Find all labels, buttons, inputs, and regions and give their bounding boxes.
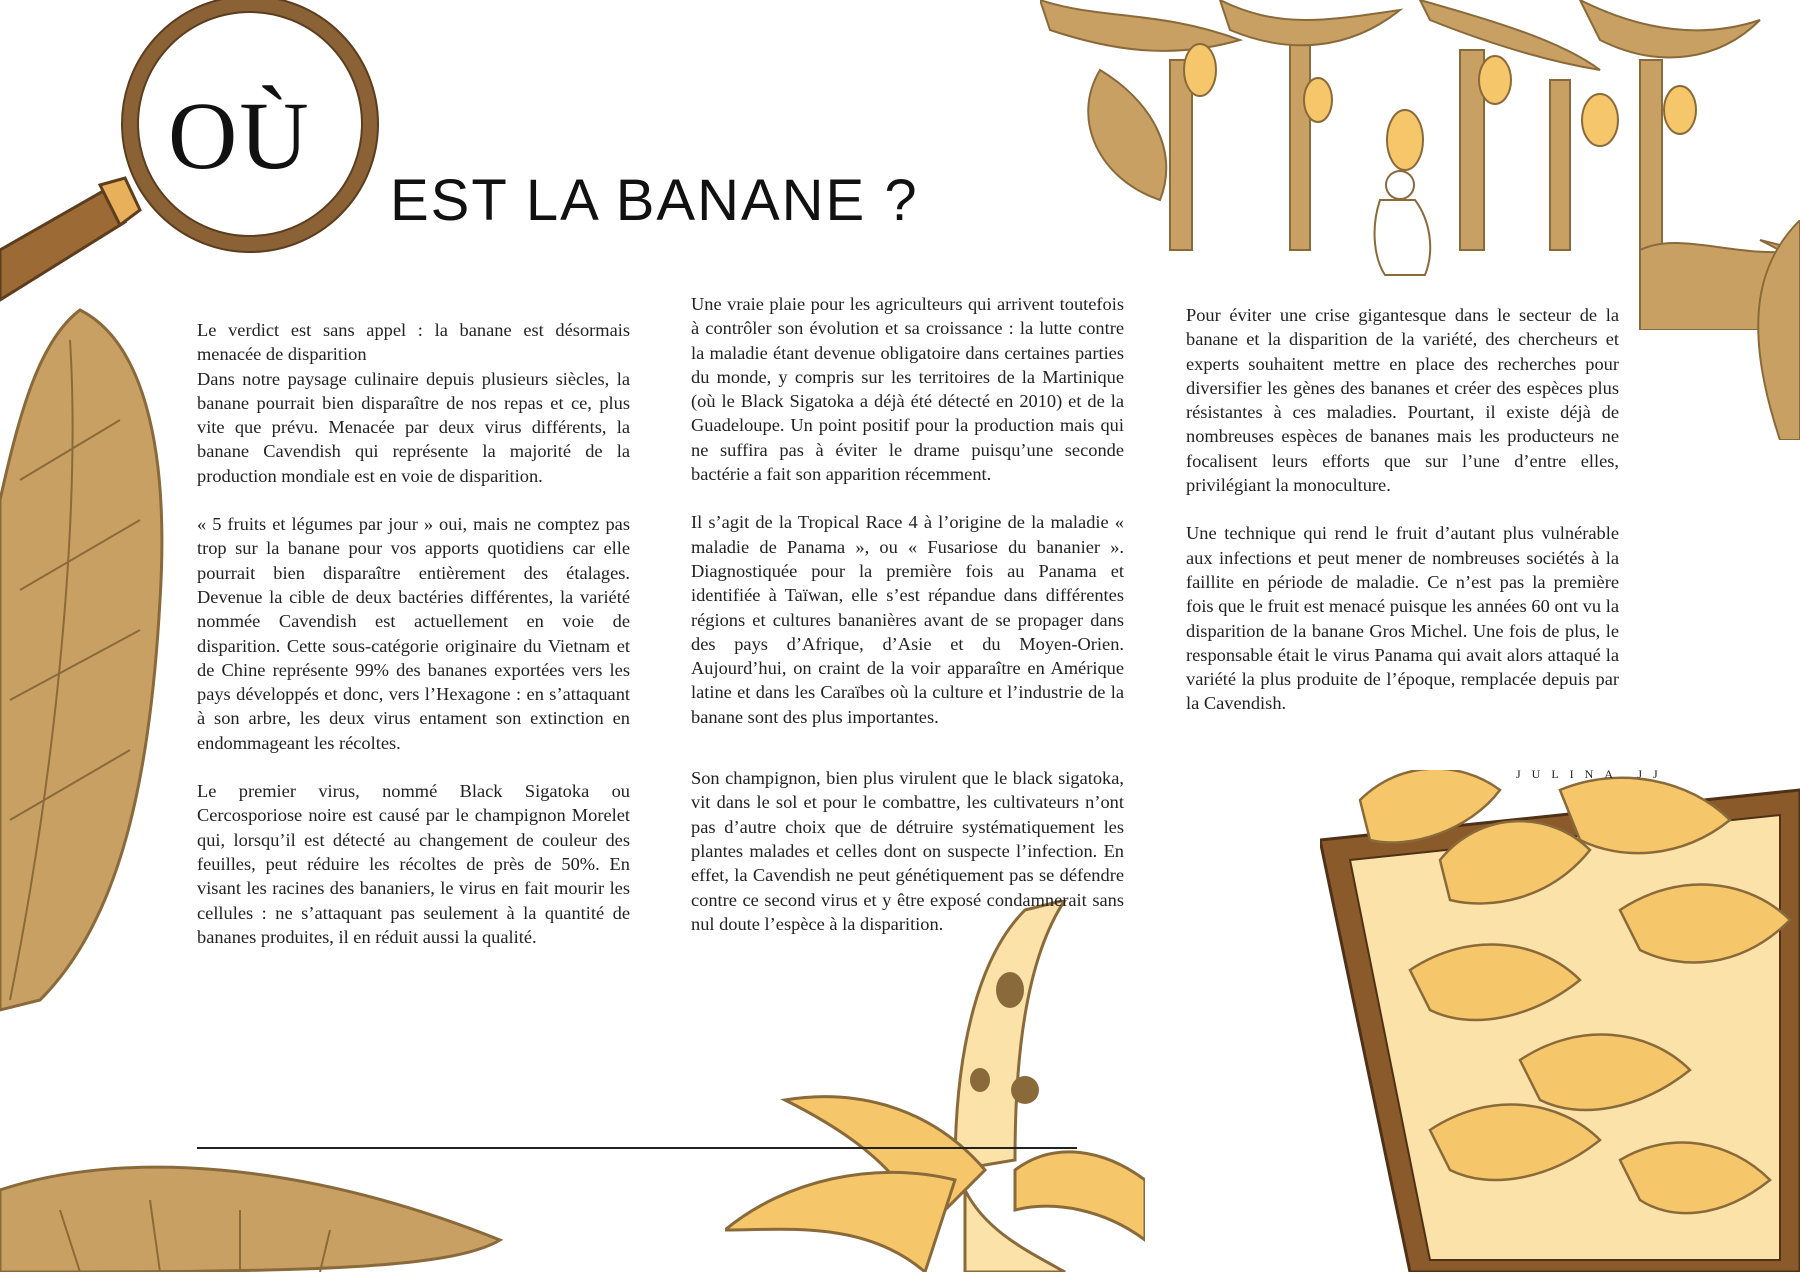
paragraph: Dans notre paysage culinaire depuis plusieurs siècles, la banane pourrait bien disparaître de nos repas et ce, plus vite que prévu. Menacée par deux virus différents, la banane Cavendish qui représente la majorité de la production mondiale est en voie de disparition. — [197, 368, 630, 486]
banana-leaf-left-illustration — [0, 300, 175, 1020]
title-ou: OÙ — [168, 82, 311, 189]
bottom-divider — [197, 1147, 1077, 1149]
author-signature: JULINA JJ — [1516, 767, 1669, 781]
article-column-2 — [691, 292, 1124, 960]
banana-crate-illustration — [1320, 770, 1800, 1272]
paragraph: « 5 fruits et légumes par jour » oui, mais ne comptez pas trop sur la banane pour vos apports quotidiens car elle pourrait bien disparaître entièrement des étalages. Devenue la cible de deux bactéries différentes, la variété nommée Cavendish est actuellement en voie de disparition. Cette sous-catégorie originaire du Vietnam et de Chine représente 99% des bananes exportées vers les pays développés et donc, vers l’Hexagone : en s’attaquant à son arbre, les deux virus entament son extinction en endommageant les récoltes. — [197, 514, 630, 753]
paragraph: Le verdict est sans appel : la banane est désormais menacée de disparition — [197, 320, 630, 365]
paragraph: Son champignon, bien plus virulent que le black sigatoka, vit dans le sol et pour le combattre, les cultivateurs n’ont pas d’autre choix que de détruire systématiquement les plantes malades et celles dont on suspecte l’infection. En effet, la Cavendish ne peut génétiquement pas se défendre contre ce second virus et y être exposé condamnerait sans nul doute l’espèce à la disparition. — [691, 768, 1124, 934]
paragraph: Une vraie plaie pour les agriculteurs qui arrivent toutefois à contrôler son évolution et sa croissance : la lutte contre la maladie étant devenue obligatoire dans certaines parties du monde, y compris sur les territoires de la Martinique (où le Black Sigatoka a déjà été détecté en 2010) et de la Guadeloupe. Un point positif pour la production mais qui ne suffira pas à éviter le drame puisqu’une seconde bactérie a fait son apparition récemment. — [691, 294, 1124, 485]
title-est-la-banane: EST LA BANANE ? — [390, 168, 919, 233]
paragraph: Le premier virus, nommé Black Sigatoka ou Cercosporiose noire est causé par le champignon Morelet qui, lorsqu’il est détecté au changement de couleur des feuilles, peut réduire les récoltes de près de 50%. En visant les racines des bananiers, le virus en fait mourir les cellules : ne s’attaquant pas seulement à la quantité de bananes produites, il en réduit aussi la qualité. — [197, 781, 630, 947]
banana-leaf-bottom-illustration — [0, 1150, 520, 1272]
article-column-3 — [1186, 303, 1619, 740]
article-column-1 — [197, 318, 630, 973]
paragraph: Une technique qui rend le fruit d’autant plus vulnérable aux infections et peut mener de nombreuses sociétés à la faillite en période de maladie. Ce n’est pas la première fois que le fruit est menacé puisque les années 60 ont vu la disparition de la banane Gros Michel. Une fois de plus, le responsable était le virus Panama qui avait alors attaqué la variété la plus produite de l’époque, remplacée depuis par la Cavendish. — [1186, 523, 1619, 714]
paragraph: Il s’agit de la Tropical Race 4 à l’origine de la maladie « maladie de Panama », ou « Fusariose du bananier ». Diagnostiquée pour la première fois au Panama et identifiée à Taïwan, elle s’est répandue dans différentes régions et cultures bananières avant de se propager dans des pays d’Afrique, d’Asie et du Moyen-Orien. Aujourd’hui, on craint de la voir apparaître en Amérique latine et dans les Caraïbes où la culture et l’industrie de la banane sont des plus importantes. — [691, 512, 1124, 727]
banana-leaf-right-illustration — [1700, 220, 1800, 440]
banana-plantation-illustration — [1040, 0, 1800, 330]
paragraph: Pour éviter une crise gigantesque dans le secteur de la banane et la disparition de la variété, des chercheurs et experts souhaitent mettre en place des recherches pour diversifier les gènes des bananes et créer des espèces plus résistantes à ces maladies. Pourtant, il existe déjà de nombreuses espèces de bananes mais les producteurs ne focalisent leurs efforts que sur l’une d’entre elles, privilégiant la monoculture. — [1186, 305, 1619, 496]
